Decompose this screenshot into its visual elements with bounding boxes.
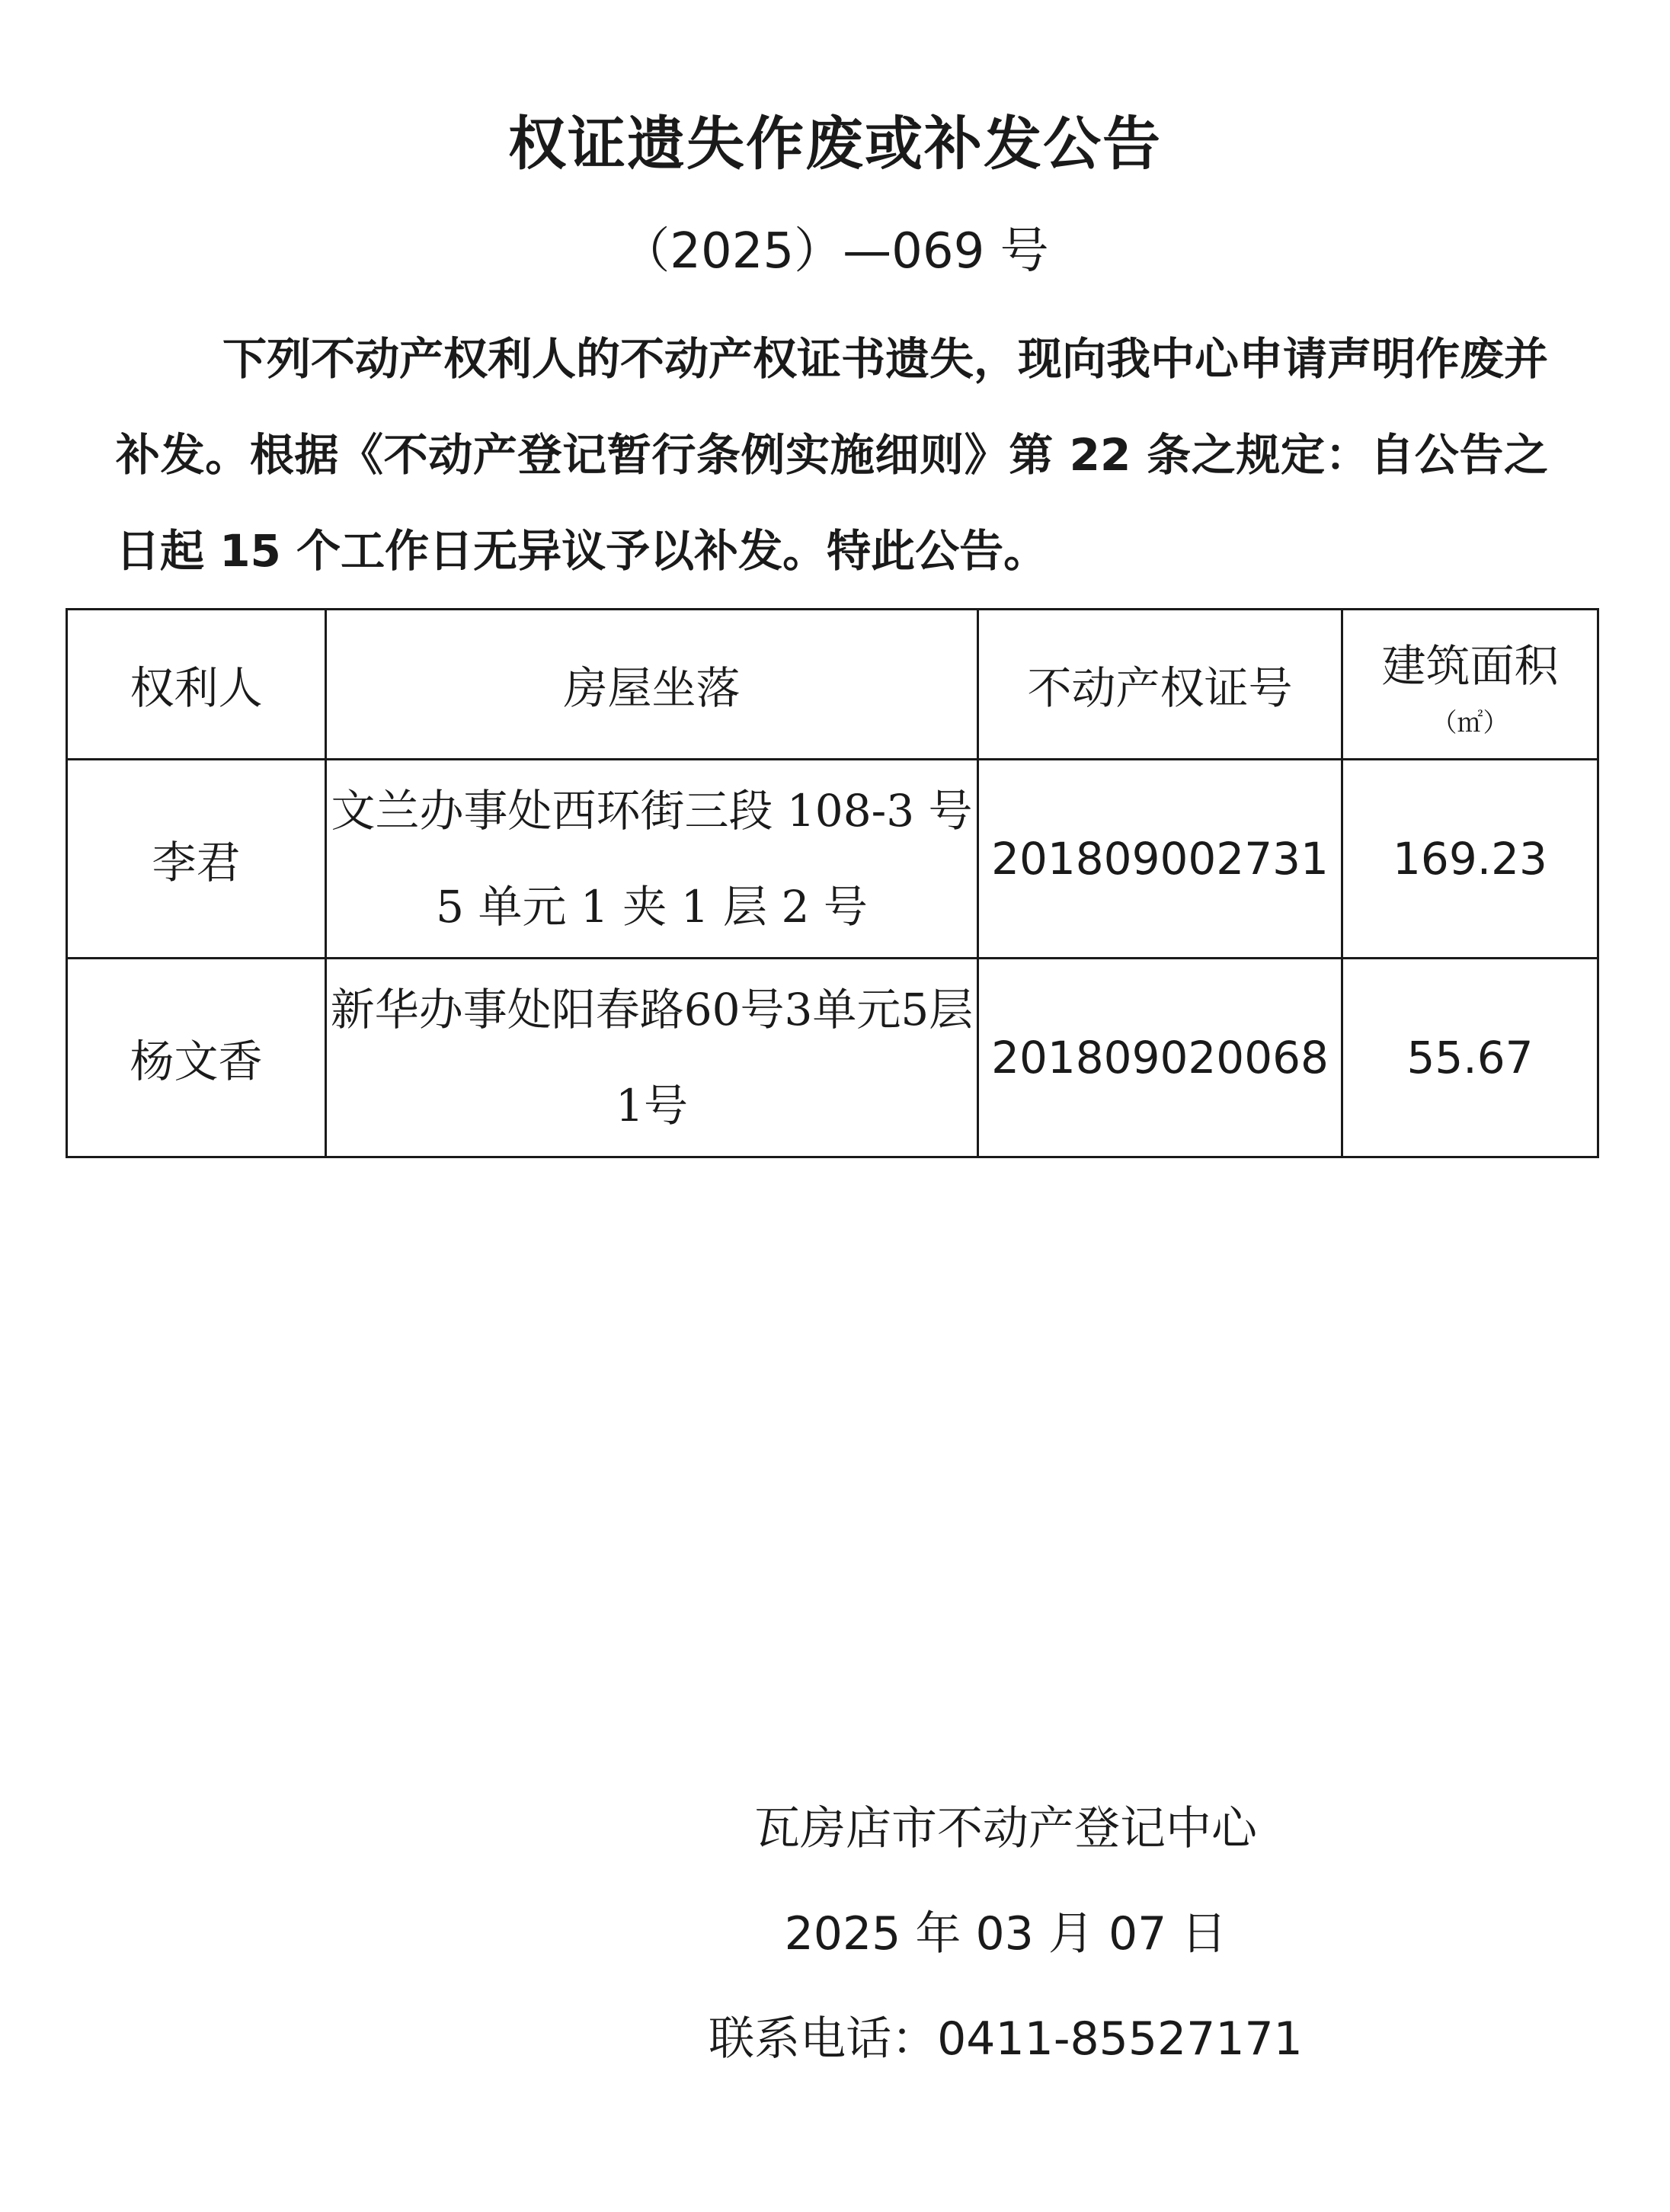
document-number: （2025）—069 号 — [621, 223, 1049, 280]
table-row — [67, 959, 1598, 1157]
header-address: 房屋坐落 — [326, 610, 978, 760]
issue-date: 2025 年 03 月 07 日 — [784, 1907, 1227, 1961]
contact-phone: 联系电话：0411-85527171 — [709, 2012, 1303, 2066]
cell-owner: 杨文香 — [67, 959, 326, 1157]
table-row — [67, 760, 1598, 959]
notice-body: 下列不动产权利人的不动产权证书遗失，现向我中心申请声明作废并补发。根据《不动产登记暂行条例实施细则》第 22 条之规定：自公告之日起 15 个工作日无异议予以补发。特此公告。 — [116, 333, 1549, 577]
page-title: 权证遗失作废或补发公告 — [508, 110, 1162, 178]
issuing-organization: 瓦房店市不动产登记中心 — [754, 1802, 1257, 1855]
cell-cert-no: 201809002731 — [978, 760, 1342, 959]
header-area-unit: （㎡） — [1431, 707, 1509, 738]
cell-area: 169.23 — [1342, 760, 1598, 959]
header-cert-no: 不动产权证号 — [978, 610, 1342, 760]
cell-cert-no: 201809020068 — [978, 959, 1342, 1157]
cell-address: 文兰办事处西环街三段 108-3 号 5 单元 1 夹 1 层 2 号 — [326, 760, 978, 959]
cell-address: 新华办事处阳春路60号3单元5层1号 — [326, 959, 978, 1157]
header-owner: 权利人 — [67, 610, 326, 760]
table-header-row — [67, 610, 1598, 760]
cell-owner: 李君 — [67, 760, 326, 959]
header-area-label: 建筑面积 — [1381, 639, 1559, 692]
records-table — [66, 608, 1599, 1158]
header-area — [1342, 610, 1598, 760]
cell-area: 55.67 — [1342, 959, 1598, 1157]
